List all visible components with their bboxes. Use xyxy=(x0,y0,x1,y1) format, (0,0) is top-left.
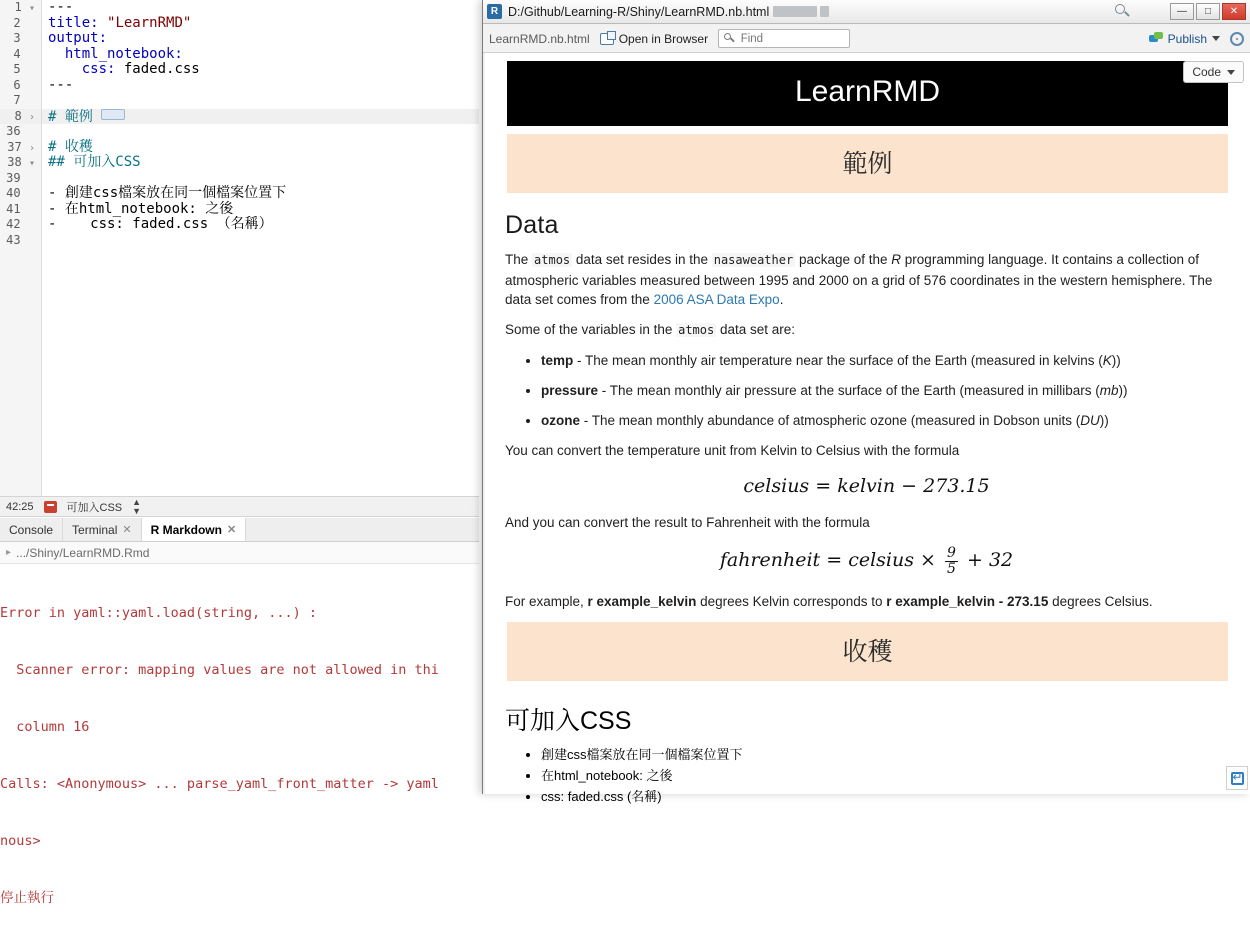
rmarkdown-chunk-icon xyxy=(44,501,57,513)
code-line xyxy=(42,124,479,140)
gutter-line: 3 xyxy=(13,31,21,45)
gutter-line: 5 xyxy=(13,62,21,76)
paragraph-kelvin-to-celsius: You can convert the temperature unit from Kelvin to Celsius with the formula xyxy=(505,443,960,458)
list-item: • ozone - The mean monthly abundance of atmospheric ozone (measured in Dobson units (DU)) xyxy=(541,411,1228,430)
gutter-line: 8 › xyxy=(0,109,41,125)
editor-gutter xyxy=(0,0,42,496)
paragraph-variables-intro: Some of the variables in the atmos data set are: xyxy=(505,321,796,337)
inline-code: atmos xyxy=(678,322,715,337)
rstudio-app-icon: R xyxy=(487,4,502,19)
formula-fahrenheit: fahrenheit = celsius × $\frac{9}{5}$ + 32 xyxy=(719,545,1014,577)
gutter-line: 2 xyxy=(13,15,21,30)
minimize-button[interactable]: — xyxy=(1170,3,1194,20)
list-item: • 在html_notebook: 之後 xyxy=(541,766,1228,786)
gutter-line: 40 xyxy=(6,186,21,200)
document-title-banner: LearnRMD xyxy=(507,61,1228,126)
current-chunk-label[interactable]: 可加入CSS xyxy=(66,501,123,514)
document-body-css xyxy=(485,701,1250,807)
gutter-line: 37 › xyxy=(7,139,35,154)
find-box[interactable] xyxy=(718,29,850,48)
console-line: column 16 xyxy=(0,719,90,735)
code-line: --- xyxy=(48,76,74,93)
code-line xyxy=(42,93,479,109)
gutter-line: 1 ▾ xyxy=(14,0,35,14)
window-title: D:/Github/Learning-R/Shiny/LearnRMD.nb.html xyxy=(508,5,829,19)
gutter-line: 4 xyxy=(13,46,21,61)
gutter-line: 36 xyxy=(6,124,21,138)
viewer-document xyxy=(485,53,1250,804)
source-editor[interactable] xyxy=(0,0,479,496)
gutter-line: 7 xyxy=(13,93,21,107)
console-file-path: ▸ .../Shiny/LearnRMD.Rmd xyxy=(0,542,479,564)
variable-list xyxy=(505,351,1228,430)
section-heading-data: Data xyxy=(505,211,559,239)
tab-console[interactable]: Console xyxy=(0,518,63,541)
external-link-icon xyxy=(600,33,614,45)
gutter-line: 42 xyxy=(6,217,21,231)
list-item: • css: faded.css (名稱) xyxy=(541,787,1228,807)
refresh-viewer-icon[interactable] xyxy=(1226,766,1248,790)
code-line: output: xyxy=(48,30,108,46)
list-item: • temp - The mean monthly air temperature near the surface of the Earth (measured in kelvins (K)) xyxy=(541,351,1228,370)
console-tabs[interactable] xyxy=(0,518,479,542)
code-line: # 範例 xyxy=(42,109,479,125)
code-line xyxy=(42,171,479,187)
paragraph-atmos-intro: The atmos data set resides in the nasaweather package of the R programming language. It contains a collection of atmospheric variables measured between 1995 and 2000 on a grid of 576 coordinates in the western hemisphere. The data set comes from the 2006 ASA Data Expo. xyxy=(505,252,1213,307)
open-in-browser-button[interactable]: Open in Browser xyxy=(600,32,708,46)
formula-celsius: celsius = kelvin − 273.15 xyxy=(743,474,990,497)
gutter-line: 6 xyxy=(13,77,21,92)
maximize-button[interactable]: □ xyxy=(1196,3,1220,20)
cursor-position: 42:25 xyxy=(6,500,34,513)
find-input[interactable] xyxy=(739,32,844,46)
code-line: css: faded.css xyxy=(48,61,200,77)
editor-status-bar xyxy=(0,496,479,517)
code-line: --- xyxy=(48,0,74,15)
inline-code: atmos xyxy=(534,253,571,267)
gutter-line: 38 ▾ xyxy=(7,155,35,169)
chevron-down-icon xyxy=(1227,70,1235,75)
list-item: • pressure - The mean monthly air pressure at the surface of the Earth (measured in millibars (mb)) xyxy=(541,381,1228,400)
code-line: - css: faded.css （名稱） xyxy=(48,216,273,232)
code-line xyxy=(42,233,479,249)
chevron-right-icon: ▸ xyxy=(6,547,12,558)
code-line: # 收穫 xyxy=(48,138,93,155)
publish-icon xyxy=(1149,32,1163,45)
console-line: nous> xyxy=(0,833,41,849)
css-steps-list xyxy=(505,745,1228,807)
chunk-badge-icon xyxy=(101,109,125,120)
section-banner-example: 範例 xyxy=(507,134,1228,193)
chevron-down-icon[interactable] xyxy=(1212,36,1220,41)
console-output xyxy=(0,566,479,906)
code-line: title: "LearnRMD" xyxy=(48,14,192,31)
publish-button[interactable]: Publish xyxy=(1149,32,1220,46)
window-controls[interactable] xyxy=(1170,3,1246,20)
code-dropdown-button[interactable]: Code xyxy=(1183,61,1244,83)
document-body xyxy=(485,211,1250,612)
code-line: - 在html_notebook: 之後 xyxy=(48,200,234,217)
tab-r-markdown[interactable]: R Markdown ✕ xyxy=(142,518,247,541)
close-icon[interactable]: ✕ xyxy=(122,524,132,536)
code-line: html_notebook: xyxy=(48,45,183,62)
code-line: ## 可加入CSS xyxy=(48,154,141,170)
gear-icon[interactable] xyxy=(1230,32,1244,46)
search-icon[interactable] xyxy=(1115,4,1130,19)
gutter-line: 39 xyxy=(6,170,21,185)
code-line: - 創建css檔案放在同一個檔案位置下 xyxy=(48,185,287,201)
viewer-title-bar[interactable] xyxy=(483,0,1250,24)
viewer-toolbar[interactable] xyxy=(483,25,1250,53)
chunk-stepper-icon[interactable]: ▲ ▼ xyxy=(132,496,142,516)
paragraph-celsius-to-fahrenheit: And you can convert the result to Fahrenheit with the formula xyxy=(505,514,870,530)
paragraph-example: For example, r example_kelvin degrees Kelvin corresponds to r example_kelvin - 273.15 degrees Celsius. xyxy=(505,594,1153,610)
console-line: Calls: <Anonymous> ... parse_yaml_front_matter -> yaml xyxy=(0,776,439,792)
list-item: • 創建css檔案放在同一個檔案位置下 xyxy=(541,745,1228,765)
section-heading-css: 可加入CSS xyxy=(505,706,632,735)
tab-terminal[interactable]: Terminal ✕ xyxy=(63,518,142,541)
viewer-window xyxy=(482,0,1250,804)
console-line: 停止執行 xyxy=(0,890,54,906)
viewer-file-tab[interactable]: LearnRMD.nb.html xyxy=(489,31,590,46)
gutter-line: 43 xyxy=(6,232,21,247)
section-banner-harvest: 收穫 xyxy=(507,622,1228,681)
console-line: Scanner error: mapping values are not allowed in thi xyxy=(0,662,439,678)
asa-data-expo-link[interactable]: 2006 ASA Data Expo xyxy=(653,292,780,307)
inline-code: nasaweather xyxy=(713,253,794,267)
console-pane xyxy=(0,518,479,906)
editor-code[interactable] xyxy=(42,0,479,248)
close-button[interactable]: ✕ xyxy=(1222,3,1246,20)
fraction: $\frac{9}{5}$ xyxy=(947,545,956,577)
search-icon xyxy=(724,33,734,44)
gutter-line: 41 xyxy=(6,201,21,216)
console-line: Error in yaml::yaml.load(string, ...) : xyxy=(0,605,317,621)
close-icon[interactable]: ✕ xyxy=(226,524,237,536)
